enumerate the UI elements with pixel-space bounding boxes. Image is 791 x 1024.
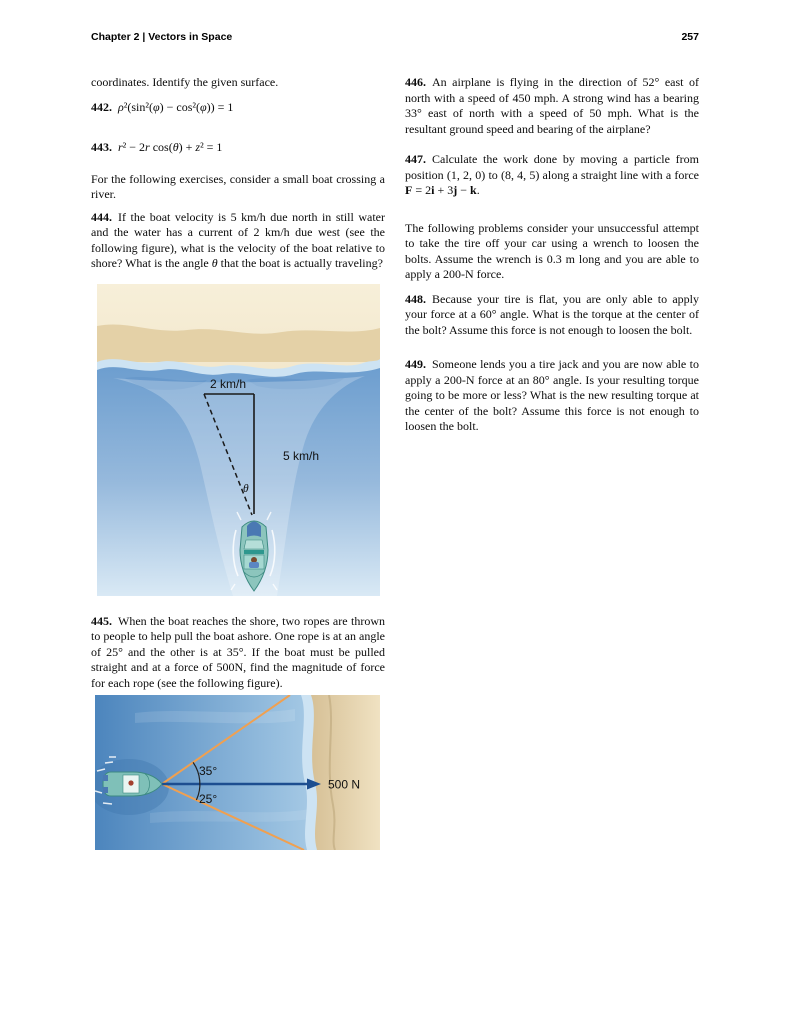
boat-stern-detail-top (103, 775, 108, 781)
upper-angle-label: 35° (199, 764, 218, 778)
math-var: r (145, 140, 150, 154)
boat-speed-label: 5 km/h (283, 448, 320, 463)
math-var: r (118, 140, 123, 154)
problem-number: 449. (405, 357, 426, 371)
text-run: For the following exercises, consider a small boat crossing a river. (91, 171, 385, 201)
lower-angle-label: 25° (199, 792, 218, 806)
page-number: 257 (681, 31, 699, 43)
math-text: ² − 2 (122, 140, 146, 154)
boat-gunwale-band (244, 550, 264, 554)
left-column (91, 75, 385, 850)
boat-stern-detail-bottom (103, 787, 108, 793)
figure-444-boat-velocity-diagram (97, 284, 380, 596)
figure-445-ropes-diagram (95, 695, 380, 850)
right-column (405, 75, 699, 435)
math-text: ² = 1 (200, 140, 223, 154)
text-run: . (476, 183, 480, 197)
person-body (249, 562, 259, 568)
vector-j: j (453, 183, 458, 197)
text-run: If the boat velocity is 5 km/h due north in still water and the water has a current of 2 km/h due west (see the following figure), what is the velocity of the boat relative to shore? What is the angle (91, 209, 385, 270)
math-text: )) = 1 (206, 99, 234, 114)
text-run: = 2 (412, 183, 432, 197)
math-text: ) − cos²( (159, 99, 200, 114)
problem-448 (405, 292, 699, 339)
math-var: z (195, 140, 201, 154)
problem-445 (91, 614, 385, 692)
running-head: Chapter 2 | Vectors in Space (91, 31, 233, 43)
beach (311, 695, 380, 850)
text-run: Because your tire is flat, you are only able to apply your force at a 60° angle. What is the torque at the center of the bolt? Assume this force is not enough to loosen the bolt. (405, 291, 699, 337)
text-run: − (457, 183, 471, 197)
vector-F: F (405, 183, 413, 197)
problem-443 (91, 140, 385, 156)
page-header (91, 31, 699, 43)
text-run: coordinates. Identify the given surface. (91, 75, 279, 89)
vector-k: k (470, 183, 477, 197)
problem-446 (405, 75, 699, 137)
math-text: ²(sin²( (123, 99, 153, 114)
problem-number: 443. (91, 140, 112, 154)
problem-444 (91, 210, 385, 272)
problem-449 (405, 357, 699, 435)
math-var: φ (199, 99, 207, 114)
section-intro-boat (91, 172, 385, 203)
math-var: φ (152, 99, 160, 114)
boat-windshield (244, 540, 264, 549)
text-run: Calculate the work done by moving a particle from position (1, 2, 0) to (8, 4, 5) along a straight line with a force (405, 152, 699, 182)
vector-i: i (431, 183, 435, 197)
problem-number: 448. (405, 291, 426, 306)
math-var: ρ (118, 99, 124, 114)
math-text: cos( (149, 140, 173, 154)
text-run: When the boat reaches the shore, two ropes are thrown to people to help pull the boat ashore. One rope is at an angle of 25° and the other is at 35°. If the boat must be pulled straight and at a force of 500N, find the magnitude of force for each rope (see the following figure). (91, 613, 385, 690)
math-var: θ (172, 140, 179, 154)
current-speed-label: 2 km/h (209, 376, 247, 391)
problem-number: 445. (91, 613, 112, 628)
text-run: that the boat is actually traveling? (217, 256, 383, 270)
problem-number: 446. (405, 75, 426, 89)
math-var-theta: θ (211, 256, 218, 270)
problem-number: 447. (405, 152, 426, 166)
problem-number: 442. (91, 99, 112, 114)
boat-bow-cover (247, 521, 261, 537)
angle-theta-label: θ (243, 482, 249, 495)
text-run: An airplane is flying in the direction of 52° east of north with a speed of 450 mph. A strong wind has a bearing 33° east of north with a speed of 50 mph. What is the resultant ground speed and bearing of the airplane? (405, 75, 699, 136)
person-marker (128, 780, 133, 785)
text-run: + 3 (434, 183, 454, 197)
text-run: The following problems consider your unsuccessful attempt to take the tire off your car using a wrench to loosen the bolts. Assume the wrench is 0.3 m long and you are able to apply a 200-N force. (405, 220, 699, 281)
problem-number: 444. (91, 209, 112, 224)
problem-442 (91, 100, 385, 116)
text-run: Someone lends you a tire jack and you are now able to apply a 200-N force at an 80° angle. Is your resulting torque going to be more or less? What is the new resulting torque at the center of the bolt? Assume this force is not enough to loosen the bolt. (405, 357, 699, 433)
math-text: ) + (178, 140, 196, 154)
problem-447 (405, 152, 699, 199)
force-magnitude-label: 500 N (328, 777, 361, 792)
section-intro-wrench (405, 221, 699, 283)
intro-text (91, 75, 385, 91)
